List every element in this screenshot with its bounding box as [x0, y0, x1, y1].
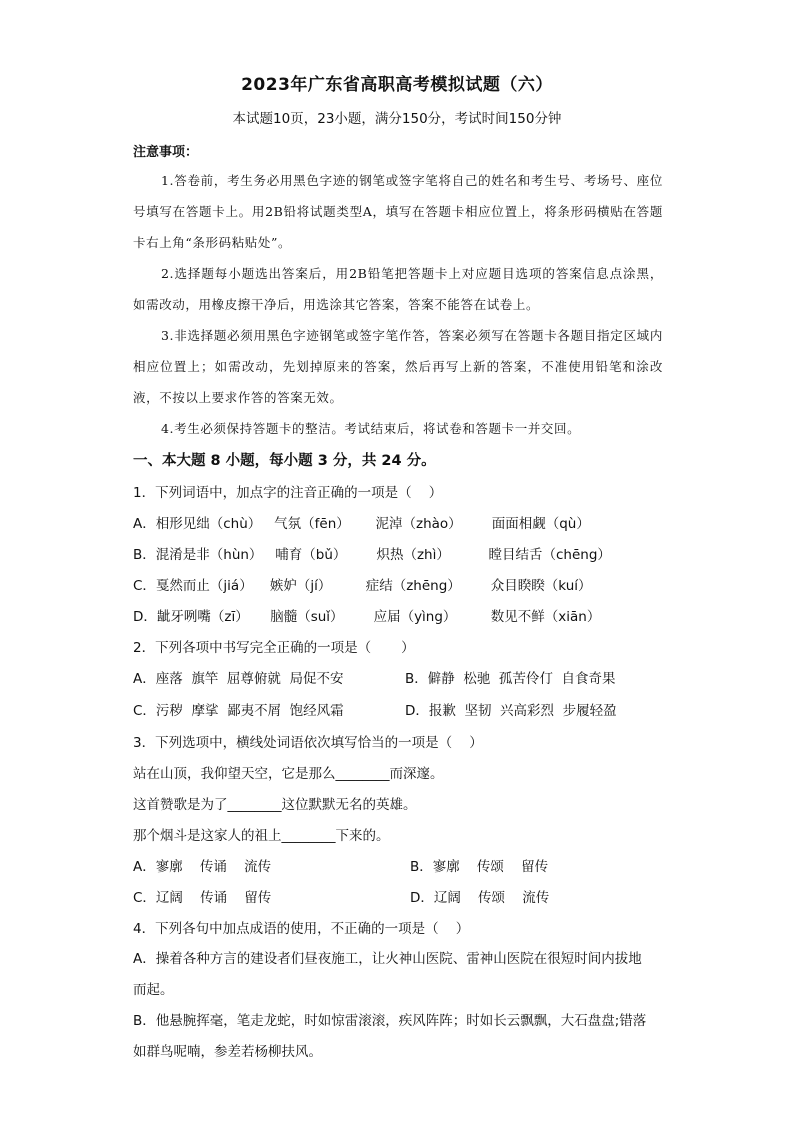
question-1-option-c: C．戛然而止（jiá） 嫉妒（jí） 症结（zhēng） 众目睽睽（kuí）	[133, 578, 592, 594]
section-heading: 一、本大题 8 小题，每小题 3 分，共 24 分。	[133, 453, 436, 469]
question-2-option-d: D．报歉 坚韧 兴高彩烈 步履轻盈	[405, 703, 617, 719]
exam-subtitle: 本试题10页，23小题，满分150分，考试时间150分钟	[232, 111, 562, 127]
notice-heading: 注意事项：	[133, 145, 199, 160]
question-4-option-a: A．操着各种方言的建设者们昼夜施工，让火神山医院、雷神山医院在很短时间内拔地而起。	[133, 951, 642, 998]
question-3-option-d: D．辽阔 传颂 流传	[410, 890, 550, 906]
question-1-option-a: A．相形见绌（chù） 气氛（fēn） 泥淖（zhào） 面面相觑（qù）	[133, 516, 590, 532]
question-3-option-c: C．辽阔 传诵 留传	[133, 890, 272, 906]
question-2-option-a: A．座落 旗竿 屈尊俯就 局促不安	[133, 671, 344, 687]
question-2-option-c: C．污秽 摩挲 鄙夷不屑 饱经风霜	[133, 703, 344, 719]
question-3-sentence-2: 这首赞歌是为了________这位默默无名的英雄。	[133, 797, 417, 813]
question-4-stem: 4．下列各句中加点成语的使用，不正确的一项是（ ）	[133, 921, 470, 937]
question-3-option-a: A．寥廓 传诵 流传	[133, 859, 272, 875]
notice-item-3: 3.非选择题必须用黑色字迹钢笔或签字笔作答，答案必须写在答题卡各题目指定区域内相应位置上；如需改动，先划掉原来的答案，然后再写上新的答案，不准使用铅笔和涂改液，不按以上要求作答的答案无效。	[133, 328, 663, 405]
notice-item-1: 1.答卷前，考生务必用黑色字迹的钢笔或签字笔将自己的姓名和考生号、考场号、座位号填写在答题卡上。用2B铅将试题类型A，填写在答题卡相应位置上，将条形码横贴在答题卡右上角“条形码粘贴处”。	[133, 173, 663, 250]
question-3-option-b: B．寥廓 传颂 留传	[410, 859, 549, 875]
notice-item-2: 2.选择题每小题选出答案后，用2B铅笔把答题卡上对应题目选项的答案信息点涂黑，如需改动，用橡皮擦干净后，用选涂其它答案，答案不能答在试卷上。	[133, 266, 663, 312]
question-3-sentence-3: 那个烟斗是这家人的祖上________下来的。	[133, 828, 390, 844]
question-3-sentence-1: 站在山顶，我仰望天空，它是那么________而深邃。	[133, 766, 444, 782]
question-2-stem: 2．下列各项中书写完全正确的一项是（ ）	[133, 640, 415, 656]
notice-item-4: 4.考生必须保持答题卡的整洁。考试结束后，将试卷和答题卡一并交回。	[161, 421, 581, 436]
question-1-option-b: B．混淆是非（hùn） 哺育（bǔ） 炽热（zhì） 瞠目结舌（chēng）	[133, 547, 611, 563]
question-4-option-b: B．他悬腕挥毫，笔走龙蛇，时如惊雷滚滚，疾风阵阵；时如长云飘飘，大石盘盘;错落如群鸟呢喃，参差若杨柳扶风。	[133, 1013, 647, 1060]
question-1-option-d: D．龇牙咧嘴（zī） 脑髓（suǐ） 应届（yìng） 数见不鲜（xiān）	[133, 609, 601, 625]
question-2-option-b: B．僻静 松驰 孤苦伶仃 自食奇果	[405, 671, 616, 687]
question-1-stem: 1．下列词语中，加点字的注音正确的一项是（ ）	[133, 485, 443, 501]
exam-title: 2023年广东省高职高考模拟试题（六）	[241, 75, 553, 95]
question-3-stem: 3．下列选项中，横线处词语依次填写恰当的一项是（ ）	[133, 735, 483, 751]
